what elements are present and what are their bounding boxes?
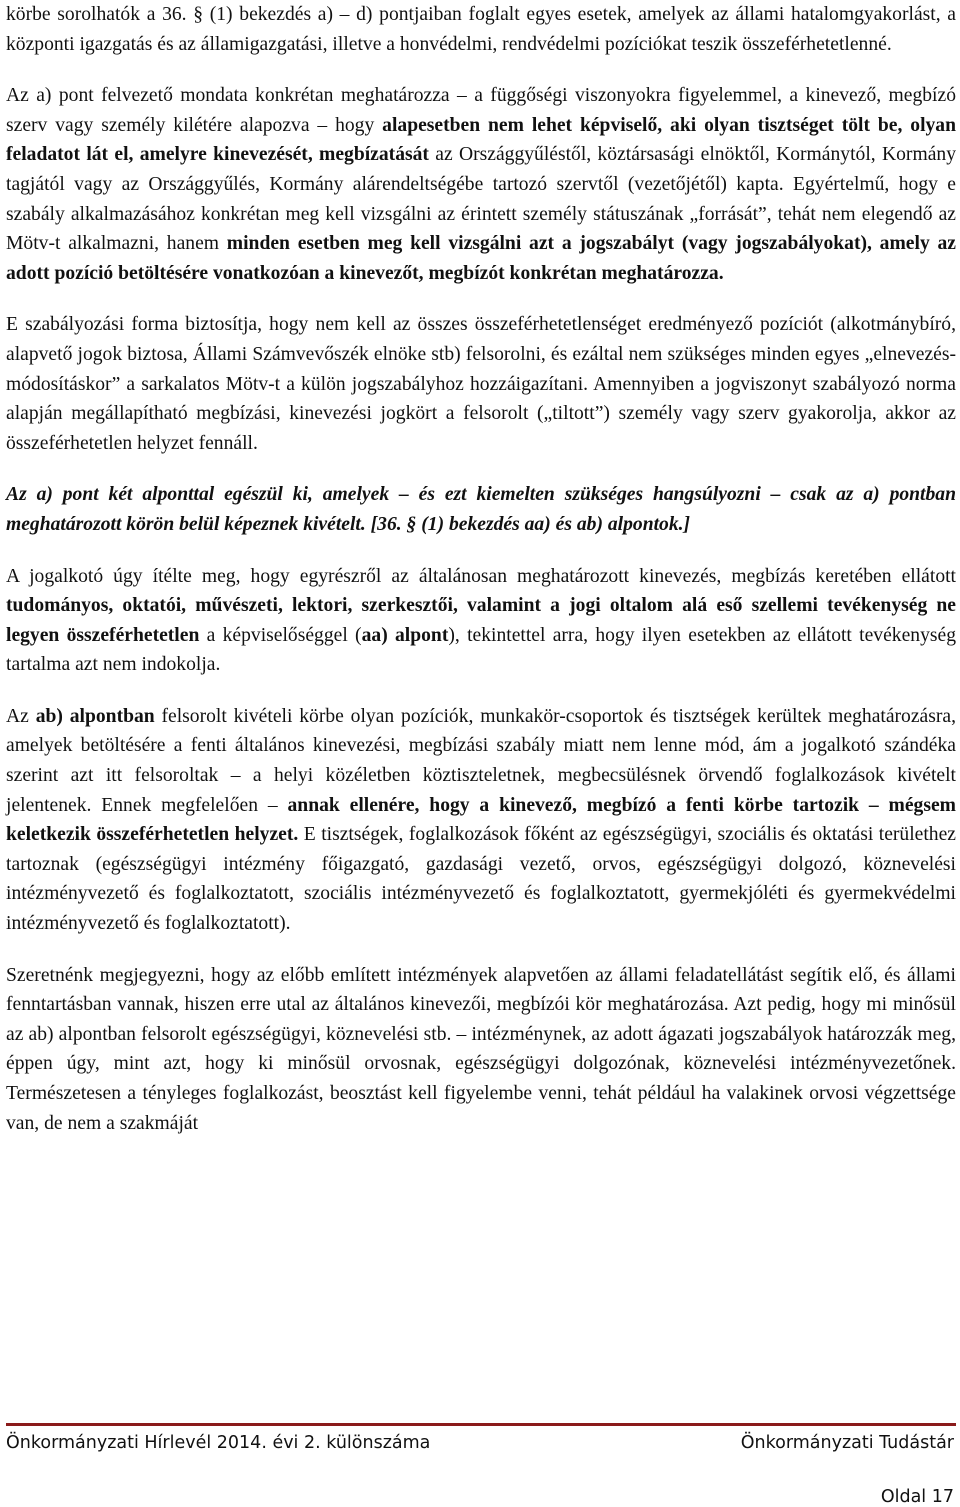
paragraph-bold: ab) alpontban <box>35 705 155 727</box>
paragraph-text: a képviselőséggel ( <box>199 624 362 646</box>
paragraph-text: E tisztségek, foglalkozások főként az egészségügyi, szociális és oktatási területhez tartoznak (egészségügyi intézmény főigazgató, gazdasági vezető, orvos, egészségügyi dolgozó, köznevelési intézményvezető és foglalkoztatott, szociális intézményvezető és foglalkoztatott, gyermekjóléti és gyermekvédelmi intézményvezető és foglalkoztatott). <box>6 824 956 935</box>
paragraph-bold-italic: Az a) pont két alponttal egészül ki, amelyek – és ezt kiemelten szükséges hangsúlyozni – csak az a) pontban meghatározott körön belül képeznek kivételt. [36. § (1) bekezdés aa) és ab) alpontok.] <box>6 484 956 535</box>
paragraph-text: körbe sorolhatók a 36. § (1) bekezdés a) – d) pontjaiban foglalt egyes esetek, amelyek az állami hatalomgyakorlást, a központi igazgatás és az államigazgatási, illetve a honvédelmi, rendvédelmi pozíciókat teszik összeférhetetlenné. <box>6 4 956 55</box>
footer-publication: Önkormányzati Hírlevél 2014. évi 2. különszáma <box>6 1433 431 1453</box>
paragraph-text: felsorolt kivételi körbe olyan pozíciók, munkakör-csoportok és tisztségek kerültek meghatározásra, amelyek betöltésére a fenti általános kinevezési, megbízási szabály miatt nem lenne mód, ám a jogalkotó szándéka szerint azt itt felsoroltak – a helyi közéletben köztiszteletnek, megbecsülésnek örvendő foglalkozások kivételt jelentenek. Ennek megfelelően – <box>6 705 956 816</box>
paragraph-text: az Országgyűléstől, köztársasági elnöktől, Kormánytól, Kormány tagjától vagy az Országgyűlés, Kormány alárendeltségébe tartozó szervtől (vezetőjétől) kapta. Egyértelmű, hogy e szabály alkalmazásához konkrétan meg kell vizsgálni az érintett személy státuszának „forrását”, tehát nem elegendő az Mötv-t alkalmazni, hanem <box>6 144 956 255</box>
paragraph-text: Az a) pont felvezető mondata konkrétan meghatározza – a függőségi viszonyokra figyelemmel, a kinevező, megbízó szerv vagy személy kilétére alapozva – hogy <box>6 85 956 136</box>
paragraph-bold: alapesetben nem lehet képviselő, aki olyan tisztséget tölt be, olyan feladatot lát el, amelyre kinevezését, megbízatását <box>6 114 957 166</box>
paragraph-3 <box>6 480 956 539</box>
paragraph-bold: annak ellenére, hogy a kinevező, megbízó a fenti körbe tartozik – mégsem keletkezik összeférhetetlen helyzet. <box>6 794 956 846</box>
paragraph-text: ), tekintettel arra, hogy ilyen esetekben az ellátott tevékenység tartalma azt nem indokolja. <box>6 624 956 676</box>
footer-divider <box>6 1423 956 1426</box>
paragraph-bold: aa) alpont <box>361 624 449 646</box>
paragraph-text: Az <box>6 705 36 727</box>
paragraph-bold: tudományos, oktatói, művészeti, lektori, szerkesztői, valamint a jogi oltalom alá eső szellemi tevékenység ne legyen összeférhetetlen <box>6 595 956 646</box>
paragraph-bold: minden esetben meg kell vizsgálni azt a jogszabályt (vagy jogszabályokat), amely az adott pozíció betöltésére vonatkozóan a kinevezőt, megbízót konkrétan meghatározza. <box>6 233 956 284</box>
paragraph-2 <box>6 310 956 458</box>
paragraph-text: A jogalkotó úgy ítélte meg, hogy egyrészről az általánosan meghatározott kinevezés, megbízás keretében ellátott <box>6 565 956 587</box>
paragraph-0 <box>6 0 956 59</box>
paragraph-text: Szeretnénk megjegyezni, hogy az előbb említett intézmények alapvetően az állami feladatellátást segítik elő, és állami fenntartásban vannak, hiszen erre utal az általános kinevezői, megbízói kör meghatározása. Azt pedig, hogy mi minősül az ab) alpontban felsorolt egészségügyi, köznevelési stb. – intézménynek, az adott ágazati jogszabályok határozzák meg, éppen úgy, mint azt, hogy ki minősül orvosnak, egészségügyi dolgozónak, köznevelési intézményvezetőnek. Természetesen a tényleges foglalkozást, beosztást kell figyelembe venni, tehát például ha valakinek orvosi végzettsége van, de nem a szakmáját <box>6 964 956 1134</box>
paragraph-5 <box>6 702 956 939</box>
footer-section: Önkormányzati Tudástár <box>740 1433 954 1453</box>
paragraph-4 <box>6 562 956 680</box>
paragraph-6 <box>6 961 956 1139</box>
page-number: Oldal 17 <box>880 1487 954 1507</box>
paragraph-1 <box>6 81 956 288</box>
paragraph-text: E szabályozási forma biztosítja, hogy nem kell az összes összeférhetetlenséget eredményező pozíciót (alkotmánybíró, alapvető jogok biztosa, Állami Számvevőszék elnöke stb) felsorolni, és ezáltal nem szükséges minden egyes „elnevezés-módosításkor” a sarkalatos Mötv-t a külön jogszabályhoz hozzáigazítani. Amennyiben a jogviszonyt szabályozó norma alapján megállapítható megbízási, kinevezési jogkört a felsorolt („tiltott”) személy vagy szerv gyakorolja, akkor az összeférhetetlen helyzet fennáll. <box>6 314 956 454</box>
document-body <box>6 0 956 1138</box>
